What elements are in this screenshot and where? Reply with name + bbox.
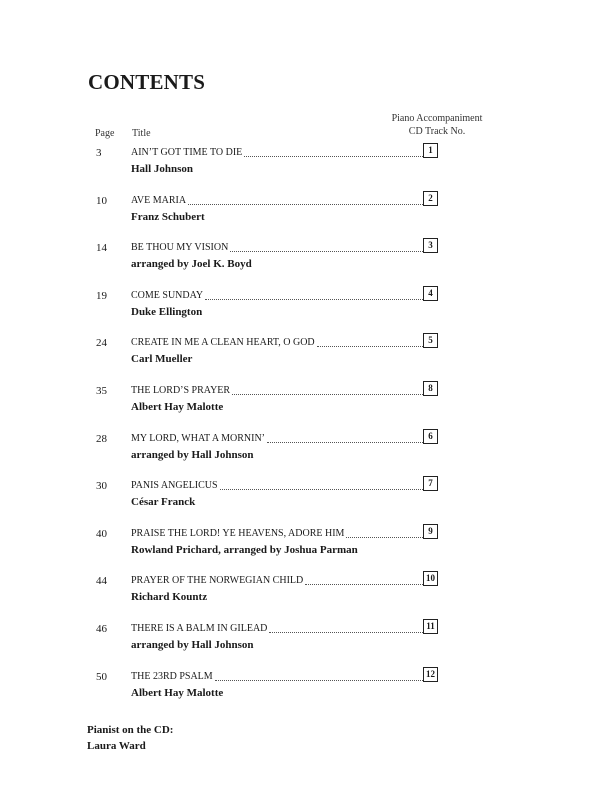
entry-page-number: 50 bbox=[96, 670, 107, 683]
entry-title-row bbox=[131, 194, 423, 208]
contents-entry bbox=[0, 241, 600, 281]
entry-page-number: 40 bbox=[96, 527, 107, 540]
entry-title-row bbox=[131, 574, 423, 588]
contents-entry bbox=[0, 479, 600, 519]
contents-entry bbox=[0, 194, 600, 234]
entry-title-row bbox=[131, 241, 423, 255]
entry-composer: Carl Mueller bbox=[131, 353, 193, 366]
contents-entry bbox=[0, 146, 600, 186]
entry-page-number: 35 bbox=[96, 385, 107, 397]
entry-title: BE THOU MY VISION bbox=[131, 242, 229, 254]
cd-track-number: 10 bbox=[423, 571, 438, 586]
entry-page-number: 19 bbox=[96, 289, 107, 302]
cd-track-number: 4 bbox=[423, 286, 438, 301]
cd-track-header bbox=[380, 112, 494, 138]
entry-page-number: 24 bbox=[96, 337, 107, 350]
contents-entry bbox=[0, 622, 600, 662]
entry-title: PRAYER OF THE NORWEGIAN CHILD bbox=[131, 575, 304, 587]
contents-entry bbox=[0, 527, 600, 567]
cd-track-number: 8 bbox=[423, 381, 438, 396]
entry-page-number: 30 bbox=[96, 480, 107, 493]
dot-leader bbox=[317, 343, 423, 347]
cd-track-number: 2 bbox=[423, 191, 438, 206]
contents-entry bbox=[0, 384, 600, 424]
entry-title-row bbox=[131, 527, 423, 541]
cd-header-line2: CD Track No. bbox=[408, 126, 466, 137]
cd-track-number: 11 bbox=[423, 619, 438, 634]
entry-composer: Franz Schubert bbox=[131, 210, 205, 223]
entry-composer: arranged by Hall Johnson bbox=[131, 448, 254, 461]
entry-title-row bbox=[131, 289, 423, 303]
cd-track-number: 6 bbox=[423, 429, 438, 444]
entry-title-row bbox=[131, 146, 423, 160]
entry-composer: Richard Kountz bbox=[131, 591, 208, 604]
dot-leader bbox=[232, 391, 423, 395]
entry-title: CREATE IN ME A CLEAN HEART, O GOD bbox=[131, 337, 315, 349]
entry-page-number: 14 bbox=[96, 242, 107, 255]
dot-leader bbox=[215, 677, 423, 681]
entry-title: PRAISE THE LORD! YE HEAVENS, ADORE HIM bbox=[131, 527, 345, 539]
entry-title: AIN’T GOT TIME TO DIE bbox=[131, 147, 243, 158]
contents-entry bbox=[0, 432, 600, 472]
pianist-name: Laura Ward bbox=[87, 740, 146, 752]
entry-title: THE 23RD PSALM bbox=[131, 670, 213, 682]
entry-title: THE LORD’S PRAYER bbox=[131, 385, 231, 396]
entry-composer: Duke Ellington bbox=[131, 305, 203, 318]
pianist-credit bbox=[87, 722, 173, 754]
entry-title: AVE MARIA bbox=[131, 194, 187, 206]
dot-leader bbox=[205, 296, 423, 300]
column-header-title: Title bbox=[132, 128, 151, 139]
entry-title-row bbox=[131, 384, 423, 398]
entry-title-row bbox=[131, 336, 423, 350]
entry-page-number: 28 bbox=[96, 432, 107, 445]
dot-leader bbox=[267, 439, 423, 443]
entry-title: MY LORD, WHAT A MORNIN’ bbox=[131, 432, 265, 444]
entry-composer: Hall Johnson bbox=[131, 163, 194, 175]
cd-track-number: 5 bbox=[423, 333, 438, 348]
entry-title-row bbox=[131, 670, 423, 684]
dot-leader bbox=[346, 534, 423, 538]
dot-leader bbox=[305, 581, 423, 585]
contents-entry bbox=[0, 574, 600, 614]
contents-entry bbox=[0, 289, 600, 329]
entry-page-number: 44 bbox=[96, 575, 107, 588]
dot-leader bbox=[244, 153, 423, 157]
cd-header-line1: Piano Accompaniment bbox=[391, 113, 483, 124]
entry-title-row bbox=[131, 479, 423, 493]
cd-track-number: 9 bbox=[423, 524, 438, 539]
cd-track-number: 12 bbox=[423, 667, 438, 682]
entry-composer: Albert Hay Malotte bbox=[131, 686, 224, 699]
pianist-label: Pianist on the CD: bbox=[87, 724, 174, 736]
page-title: CONTENTS bbox=[88, 70, 206, 94]
entry-title: THERE IS A BALM IN GILEAD bbox=[131, 623, 268, 634]
cd-track-number: 1 bbox=[423, 143, 438, 158]
entry-composer: Rowland Prichard, arranged by Joshua Parman bbox=[131, 543, 358, 556]
cd-track-number: 3 bbox=[423, 238, 438, 253]
dot-leader bbox=[220, 486, 423, 490]
contents-entry bbox=[0, 670, 600, 710]
dot-leader bbox=[188, 201, 423, 205]
dot-leader bbox=[269, 629, 423, 633]
entry-page-number: 3 bbox=[96, 147, 102, 159]
entry-title: PANIS ANGELICUS bbox=[131, 480, 218, 492]
entry-title: COME SUNDAY bbox=[131, 289, 204, 301]
entry-composer: arranged by Hall Johnson bbox=[131, 639, 254, 651]
cd-track-number: 7 bbox=[423, 476, 438, 491]
entry-title-row bbox=[131, 432, 423, 446]
dot-leader bbox=[230, 248, 423, 252]
entry-composer: César Franck bbox=[131, 496, 196, 509]
entry-composer: Albert Hay Malotte bbox=[131, 401, 224, 413]
entry-page-number: 10 bbox=[96, 194, 107, 207]
entry-page-number: 46 bbox=[96, 623, 107, 635]
entry-title-row bbox=[131, 622, 423, 636]
contents-entry bbox=[0, 336, 600, 376]
entry-composer: arranged by Joel K. Boyd bbox=[131, 258, 252, 271]
column-header-page: Page bbox=[95, 128, 115, 139]
